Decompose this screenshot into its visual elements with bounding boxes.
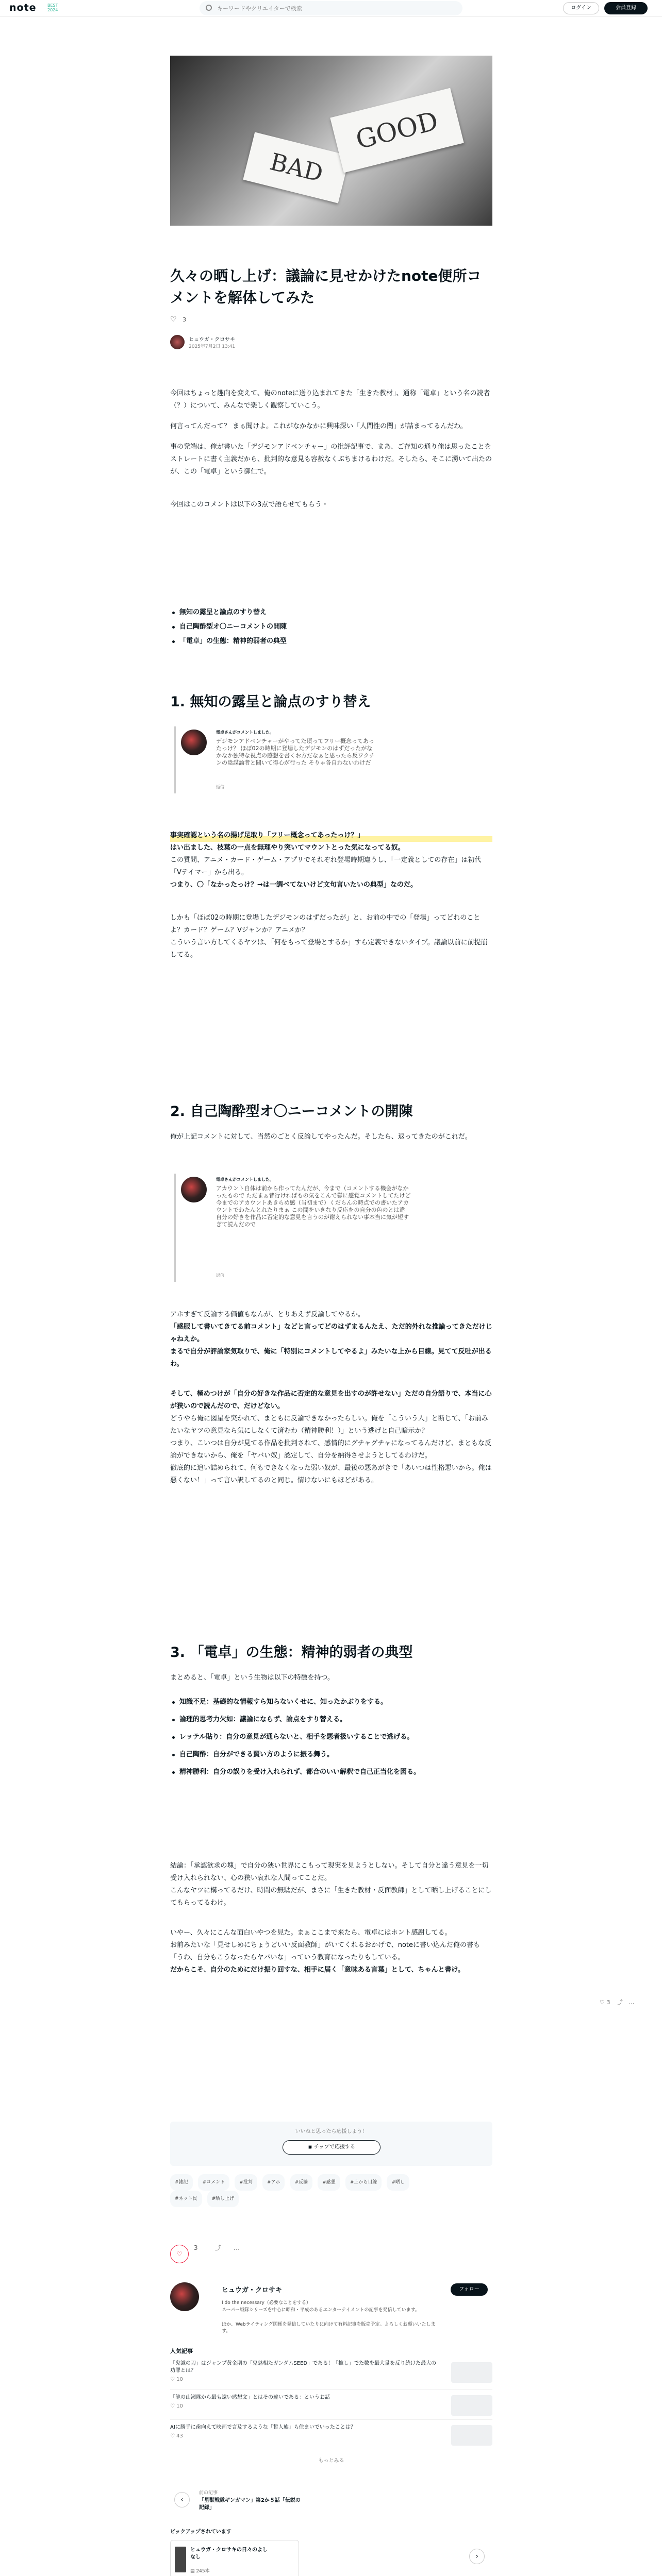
like-count: 3: [183, 316, 187, 323]
share-icon[interactable]: ⤴: [617, 1999, 623, 2006]
pickup-card[interactable]: [170, 2540, 299, 2576]
tip-button[interactable]: ◉ チップで応援する: [283, 2140, 380, 2155]
tag-chip[interactable]: #感想: [318, 2174, 340, 2191]
more-icon[interactable]: …: [628, 1999, 635, 2006]
like-row: [170, 315, 186, 324]
section3-lead: まとめると、「電卓」という生物は以下の特徴を持つ。: [170, 1674, 334, 1682]
comment-quote-2: [174, 1174, 494, 1282]
pickup-count: ▤ 245本: [190, 2569, 210, 2574]
s2-p2: 「感服して書いてきてる前コメント」などと言ってどのはずまるんたえ、ただ的外れな推論ってきただけじゃねえか。: [170, 1323, 492, 1343]
heart-icon: ♡: [170, 2377, 175, 2382]
prev-title: 「星獣戦隊ギンガマン」第2か５話「伝説の記録」: [199, 2498, 301, 2511]
s1-p5: しかも「ほぼ02の時期に登場したデジモンのはずだったが」と、お前の中での「登場」ってどれのことよ？カード？ゲーム？Vジャンか？アニメか？: [170, 914, 481, 934]
intro-p3: 事の発端は、俺が書いた「デジモンアドベンチャー」の批評記事で、まあ、ご存知の通り俺は思ったことをストレートに書く主義だから、批判的な意見も容赦なくぶちまけるわけだ。そしたら、そこに湧いて出たのが、この「電卓」という御仁で。: [170, 443, 492, 476]
prev-label: 前の記事: [199, 2490, 218, 2496]
popular-thumb: [451, 2395, 492, 2416]
tags-row: [170, 2174, 492, 2207]
s3-p1: 結論：「承認欲求の塊」で自分の狭い世界にこもって現実を見ようとしない。そして自分と違う意見を一切受け入れられない、心の狭い哀れな人間ってことだ。: [170, 1862, 489, 1882]
quote-reply: 返信: [216, 785, 224, 789]
commenter-avatar: [181, 1177, 207, 1202]
quote-head: 電卓さんがコメントしました。: [216, 1177, 274, 1182]
pickup-thumb: [175, 2547, 186, 2572]
s3-p2: こんなヤツに構ってるだけ、時間の無駄だが、まさに「生きた教材・反面教師」として晒し上げることにしてもらってるわけ。: [170, 1887, 492, 1907]
trait-item: 知識不足：基礎的な情報すら知らないくせに、知ったかぶりをする。: [170, 1695, 492, 1709]
tag-chip[interactable]: #コメント: [198, 2174, 230, 2191]
point-item: 自己陶酔型オ〇ニーコメントの開陳: [170, 620, 492, 634]
trait-item: レッテル貼り：自分の意見が通らないと、相手を悪者扱いすることで逃げる。: [170, 1730, 492, 1744]
tag-chip[interactable]: #反論: [290, 2174, 313, 2191]
popular-thumb: [451, 2425, 492, 2446]
author-avatar[interactable]: [170, 335, 185, 349]
quote-text: デジモンアドベンチャーがやってた頃ってフリー概念ってあったっけ？ ほぼ02の時期に登場したデジモンのはずだったがなかなか独特な視点の感想を書くお方だなぁと思ったら反ワクチンの陰謀論者と聞いて得心が行った そりゃ各自わないわけだ: [216, 738, 375, 766]
popular-articles: [170, 2347, 492, 2464]
point-item: 「電卓」の生態：精神的弱者の典型: [170, 634, 492, 649]
s2-p3: まるで自分が評論家気取りで、俺に「特別にコメントしてやるよ」みたいな上から目線。見てて反吐が出るわ。: [170, 1348, 492, 1368]
author-profile: [170, 2282, 492, 2334]
publish-date: 2025年7月2日 13:41: [189, 344, 236, 349]
popular-thumb: [451, 2362, 492, 2383]
traits-list: [170, 1695, 492, 1780]
section2-lead: 俺が上記コメントに対して、当然のごとく反論してやったんだ。そしたら、返ってきたのがこれだ。: [170, 1133, 472, 1141]
s2-p6: つまり、こいつは自分が見てる作品を批判されて、感情的にグチャグチャになってるんだけど、まともな反論ができないから、俺を「ヤバい奴」認定して、自分を納得させようとしてるわけだ。: [170, 1439, 491, 1460]
support-box: [170, 2122, 492, 2166]
intro-p2: 何言ってんだって？ まぁ聞けよ。これがなかなかに興味深い「人間性の闇」が詰まってるんだわ。: [170, 422, 467, 430]
section1-body: [170, 829, 492, 961]
search-input[interactable]: [217, 3, 454, 13]
trait-item: 精神勝利：自分の誤りを受け入れられず、都合のいい解釈で自己正当化を図る。: [170, 1765, 492, 1780]
more-icon[interactable]: …: [234, 2244, 240, 2251]
s2-p1: アホすぎて反論する価値もなんが、とりあえず反論してやるか。: [170, 1311, 365, 1318]
section1-heading: 1. 無知の露呈と論点のすり替え: [170, 694, 371, 710]
article-title: 久々の晒し上げ：議論に見せかけたnote便所コメントを解体してみた: [170, 267, 482, 306]
tag-chip[interactable]: #アホ: [262, 2174, 285, 2191]
popular-item[interactable]: 「鬼滅の刃」はジャンプ黄金期の「鬼魅相たガンダムSEED」である！「推し」でた数を最大量を反り続けた最大の功罪とは？ ♡ 10: [170, 2360, 492, 2390]
section3-heading: 3. 「電卓」の生態：精神的弱者の典型: [170, 1645, 413, 1660]
tip-icon: ◉: [308, 2144, 312, 2150]
follow-button[interactable]: フォロー: [451, 2283, 488, 2296]
pickup-title: ヒュウガ・クロサキの日々のよしなし: [190, 2547, 268, 2560]
intro-p4: 今回はこのコメントは以下の3点で語らせてもらう・: [170, 501, 328, 509]
s3-p4: お前みたいな「見せしめにちょうどいい反面教師」がいてくれるおかげで、noteに書い込んだ俺の書も「うわ、自分もこうなったらヤバいな」っていう教育になったりもしている。: [170, 1941, 481, 1961]
points-list: [170, 605, 492, 649]
search-icon: [206, 5, 212, 11]
tag-chip[interactable]: #晒し: [387, 2174, 409, 2191]
profile-name[interactable]: ヒュウガ・クロサキ: [222, 2286, 283, 2294]
hero-image: [170, 56, 492, 226]
side-float-actions: [600, 1998, 634, 2006]
profile-bio-2: スーパー戦隊シリーズを中心に昭和・平成のあるエンターテイメントの記事を発信しています。: [222, 2308, 420, 2313]
bad-card: BAD: [243, 132, 350, 203]
profile-bio-1: I do the necessary（必要なことをする）: [222, 2300, 311, 2306]
popular-item[interactable]: AIに勝手に歯向えて映画で言及するような「哲人族」ら住まいでいったことは？ ♡ 43: [170, 2420, 492, 2450]
side-like-count: 3: [606, 1999, 610, 2006]
s1-p1: 事実確認という名の揚げ足取り「フリー概念ってあったっけ？」: [170, 829, 492, 842]
s2-p7: 徹底的に追い詰められて、何もできなくなった弱い奴が、最後の悪あがきで「あいつは性格悪いから。俺は悪くない！」って言い訳してるのと同じ。情けないにもほどがある。: [170, 1464, 492, 1484]
prev-article-link[interactable]: [170, 2486, 492, 2515]
footer-like-count: 3: [193, 2244, 198, 2251]
quote-text: アカウント自体は前から作ってたんだが、今まで（コメントする機会がなかったもので ただまぁ昔行ければもの気をこんで鬱に感覚コメントしてたけど今までのアカウントあきらめ感（当初まで）くだらんの時点での書いたアカウントでわたんとれたりまぁ この間をいきなり反応をの自分の色のとは違 自分の好きを作品に否定的な意見を言うのが耐えられない事本当に気が短すぎて読んだので: [216, 1185, 411, 1228]
section2-body: [170, 1309, 492, 1487]
footer-actions: [170, 2243, 240, 2263]
intro-section: [170, 387, 492, 511]
s3-p3: いやー、久々にこんな面白いやつを見た。まぁここまで来たら、電卓にはホント感謝してる。: [170, 1929, 452, 1937]
commenter-avatar: [181, 730, 207, 755]
signup-button[interactable]: 会員登録: [604, 2, 648, 14]
heart-icon: ♡: [170, 2403, 175, 2409]
logo-badge: BEST 2024: [47, 3, 58, 12]
show-more-link[interactable]: もっとみる: [318, 2458, 344, 2464]
share-icon[interactable]: ⤴: [215, 2244, 222, 2251]
s1-p6: こういう言い方してくるヤツは、「何をもって登場とするか」すら定義できないタイプ。議論以前に前提崩してる。: [170, 939, 488, 959]
heart-icon[interactable]: ♡: [600, 1999, 605, 2006]
like-button[interactable]: ♡: [170, 2245, 189, 2263]
heart-icon: ♡: [170, 2433, 175, 2439]
trait-item: 論理的思考力欠如：議論にならず、論点をすり替える。: [170, 1713, 492, 1727]
intro-p1: 今回はちょっと趣向を変えて、俺のnoteに送り込まれてきた「生きた教材」、通称「電卓」という名の読者（？）について、みんなで楽しく観察していこう。: [170, 389, 490, 410]
heart-icon[interactable]: ♡: [170, 315, 177, 324]
profile-bio-3: ほか、Webライティング関係を発信していたりに向けて有料記事を販売予定。よろしくお願いいたします。: [222, 2322, 436, 2334]
support-note: いいねと思ったら応援しよう！: [295, 2129, 368, 2134]
section2-heading: 2. 自己陶酔型オ〇ニーコメントの開陳: [170, 1104, 413, 1120]
quote-reply: 返信: [216, 1273, 224, 1278]
tag-chip[interactable]: #上から目線: [345, 2174, 382, 2191]
s2-p4: そして、極めつけが「自分の好きな作品に否定的な意見を出すのが許せない」ただの自分語りで、本当に心が狭いので読んだので、だけどない。: [170, 1390, 492, 1410]
tag-chip[interactable]: #晒し上げ: [207, 2191, 239, 2207]
author-name[interactable]: ヒュウガ・クロサキ: [189, 337, 235, 343]
tag-chip[interactable]: #雑記: [170, 2174, 193, 2191]
pickup-head: ピックアップされています: [170, 2529, 231, 2535]
quote-head: 電卓さんがコメントしました。: [216, 730, 274, 735]
comment-quote-1: [174, 726, 494, 793]
good-card: GOOD: [330, 88, 464, 173]
s3-p5: だからこそ、自分のためにだけ振り回すな、相手に届く「意味ある言葉」として、ちゃんと書け。: [170, 1966, 465, 1974]
s1-p2: はい出ました、枝葉の一点を無理やり突いてマウントとった気になってる奴。: [170, 844, 405, 852]
popular-head: 人気記事: [170, 2348, 193, 2354]
login-button[interactable]: ログイン: [563, 2, 599, 14]
section3-body: [170, 1860, 492, 1976]
chevron-left-icon: ‹: [174, 2492, 190, 2507]
book-icon: ▤: [190, 2569, 195, 2574]
s1-p3: この質問、アニメ・カード・ゲーム・アプリでそれぞれ登場時期違うし、「一定義としての存在」は初代「Vテイマー」から出る。: [170, 856, 482, 876]
note-logo[interactable]: note: [9, 2, 37, 13]
search-box[interactable]: [200, 1, 462, 15]
chevron-right-icon[interactable]: ›: [469, 2549, 485, 2564]
trait-item: 自己陶酔：自分ができる賢い方のように振る舞う。: [170, 1748, 492, 1762]
top-header: [0, 0, 662, 16]
profile-avatar[interactable]: [170, 2282, 199, 2311]
tag-chip[interactable]: #批判: [235, 2174, 257, 2191]
popular-item[interactable]: 「龍の山瀬隊から最も遠い感想文」とはその違いである：というお話 ♡ 10: [170, 2390, 492, 2420]
tag-chip[interactable]: #ネット民: [170, 2191, 202, 2207]
pickup-section: [170, 2527, 492, 2576]
s1-p4: つまり、〇「なかったっけ？→は一調べてないけど文句言いたいの典型」なのだ。: [170, 881, 417, 889]
point-item: 無知の露呈と論点のすり替え: [170, 605, 492, 620]
s2-p5: どうやら俺に図星を突かれて、まともに反論できなかったらしい。俺を「こういう人」と断じて、「お前みたいなヤツの意見なら気にしなくて済むわ（精神勝利！）」という逃げと自己暗示か？: [170, 1415, 488, 1435]
